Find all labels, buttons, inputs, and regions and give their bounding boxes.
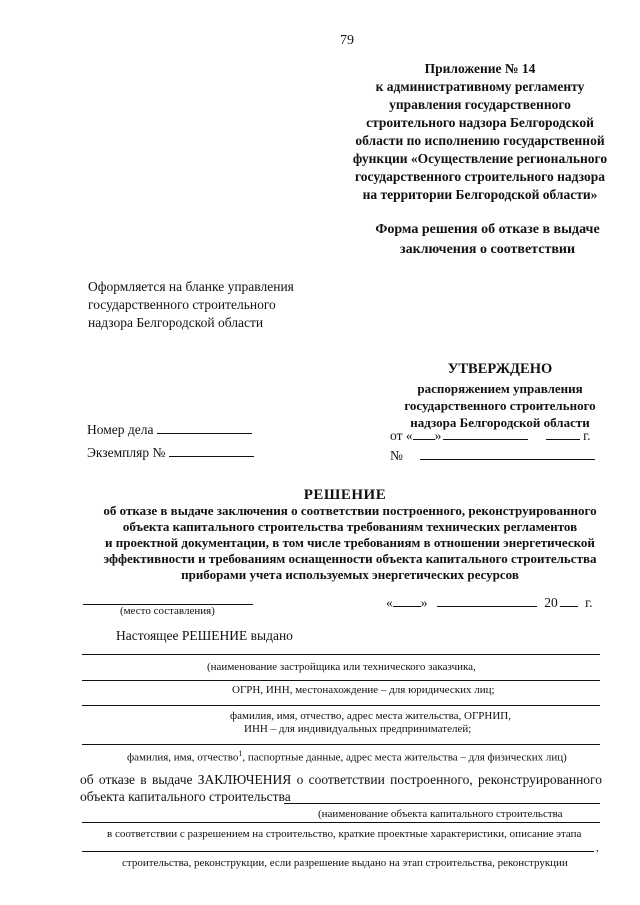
- decision-heading: РЕШЕНИЕ: [303, 487, 387, 503]
- refusal-line-1: об отказе в выдаче ЗАКЛЮЧЕНИЯ о соответствии построенного, реконструированного: [80, 772, 602, 787]
- appendix-line: на территории Белгородской области»: [362, 187, 598, 202]
- day-field[interactable]: [413, 427, 435, 440]
- case-number-field[interactable]: [157, 421, 252, 434]
- appendix-line: функции «Осуществление регионального: [352, 151, 608, 166]
- number-label: №: [390, 448, 403, 463]
- developer-caption: (наименование застройщика или технического заказчика,: [207, 661, 476, 673]
- object-field-2[interactable]: [82, 822, 600, 823]
- individual-caption: [127, 749, 567, 764]
- form-title: [360, 220, 615, 260]
- blank-note-line: государственного строительного: [88, 297, 276, 312]
- legal-field[interactable]: [82, 705, 600, 706]
- place-date-row: [386, 594, 593, 611]
- decision-line: объекта капитального строительства требованиям технических регламентов: [122, 519, 578, 534]
- legal-caption: ОГРН, ИНН, местонахождение – для юридических лиц;: [232, 684, 495, 696]
- year-prefix: 20: [544, 595, 558, 610]
- issued-to-label: Настоящее РЕШЕНИЕ выдано: [116, 628, 293, 643]
- form-title-line: заключения о соответствии: [399, 242, 576, 257]
- blank-note-line: надзора Белгородской области: [88, 315, 264, 330]
- decision-line: и проектной документации, в том числе требованиям в отношении энергетической: [105, 535, 595, 550]
- appendix-line: Приложение № 14: [424, 61, 536, 76]
- decision-line: об отказе в выдаче заключения о соответствии построенного, реконструированного: [103, 503, 597, 518]
- approval-block: [395, 360, 605, 431]
- approval-number-row: [390, 447, 595, 464]
- date-mid: »: [434, 428, 442, 443]
- place-day-field[interactable]: [393, 594, 421, 607]
- place-caption: (место составления): [120, 605, 215, 617]
- individual-caption-b: , паспортные данные, адрес места жительства – для физических лиц): [242, 751, 567, 764]
- blank-note-line: Оформляется на бланке управления: [88, 279, 294, 294]
- appendix-line: управления государственного: [389, 97, 571, 112]
- object-caption: (наименование объекта капитального строительства: [318, 808, 563, 820]
- stage-caption: строительства, реконструкции, если разрешение выдано на этап строительства, реконструкции: [122, 857, 568, 869]
- footnote-mark: 1: [238, 749, 243, 758]
- approved-line: распоряжением управления: [417, 381, 583, 396]
- appendix-line: государственного строительного надзора: [355, 169, 605, 184]
- developer-field-2[interactable]: [82, 680, 600, 681]
- line-comma: ,: [596, 842, 599, 854]
- copy-number-label: Экземпляр №: [87, 445, 166, 460]
- decision-line: эффективности и требованиям оснащенности объекта капитального строительства: [103, 551, 597, 566]
- case-number-row: [87, 421, 252, 438]
- entrepreneur-caption-1: фамилия, имя, отчество, адрес места жительства, ОГРНИП,: [230, 710, 512, 722]
- appendix-line: к административному регламенту: [375, 79, 585, 94]
- blank-note: [88, 278, 294, 332]
- refusal-line-2: объекта капитального строительства: [80, 789, 291, 804]
- page-number: 79: [340, 33, 354, 48]
- appendix-line: строительного надзора Белгородской: [366, 115, 594, 130]
- decision-line: приборами учета используемых энергетических ресурсов: [181, 567, 519, 582]
- approved-line: надзора Белгородской области: [410, 415, 590, 430]
- decision-subject: [95, 503, 605, 583]
- object-field[interactable]: [284, 803, 600, 804]
- entrepreneur-field[interactable]: [82, 744, 600, 745]
- date-prefix: от «: [390, 428, 413, 443]
- individual-caption-a: фамилия, имя, отчество: [127, 751, 239, 764]
- copy-number-row: [87, 444, 254, 461]
- place-year-field[interactable]: [560, 594, 578, 607]
- approved-title: УТВЕРЖДЕНО: [447, 361, 553, 377]
- form-title-line: Форма решения об отказе в выдаче: [375, 222, 600, 237]
- place-year-suffix: г.: [585, 595, 593, 610]
- copy-number-field[interactable]: [169, 444, 254, 457]
- date-close: »: [420, 595, 428, 610]
- approval-number-field[interactable]: [420, 447, 595, 460]
- date-open: «: [386, 595, 393, 610]
- appendix-line: области по исполнению государственной: [355, 133, 605, 148]
- year-suffix: г.: [583, 428, 591, 443]
- approval-date-row: [390, 427, 591, 444]
- appendix-header: [330, 60, 630, 204]
- year-field[interactable]: [546, 427, 580, 440]
- permit-caption: в соответствии с разрешением на строительство, краткие проектные характеристики, описание этапа: [107, 828, 582, 840]
- entrepreneur-caption-2: ИНН – для индивидуальных предпринимателей;: [244, 723, 472, 735]
- permit-field[interactable]: [82, 851, 594, 852]
- place-month-field[interactable]: [437, 594, 537, 607]
- month-field[interactable]: [443, 427, 528, 440]
- case-number-label: Номер дела: [87, 422, 154, 437]
- approved-line: государственного строительного: [404, 398, 596, 413]
- developer-field[interactable]: [82, 654, 600, 655]
